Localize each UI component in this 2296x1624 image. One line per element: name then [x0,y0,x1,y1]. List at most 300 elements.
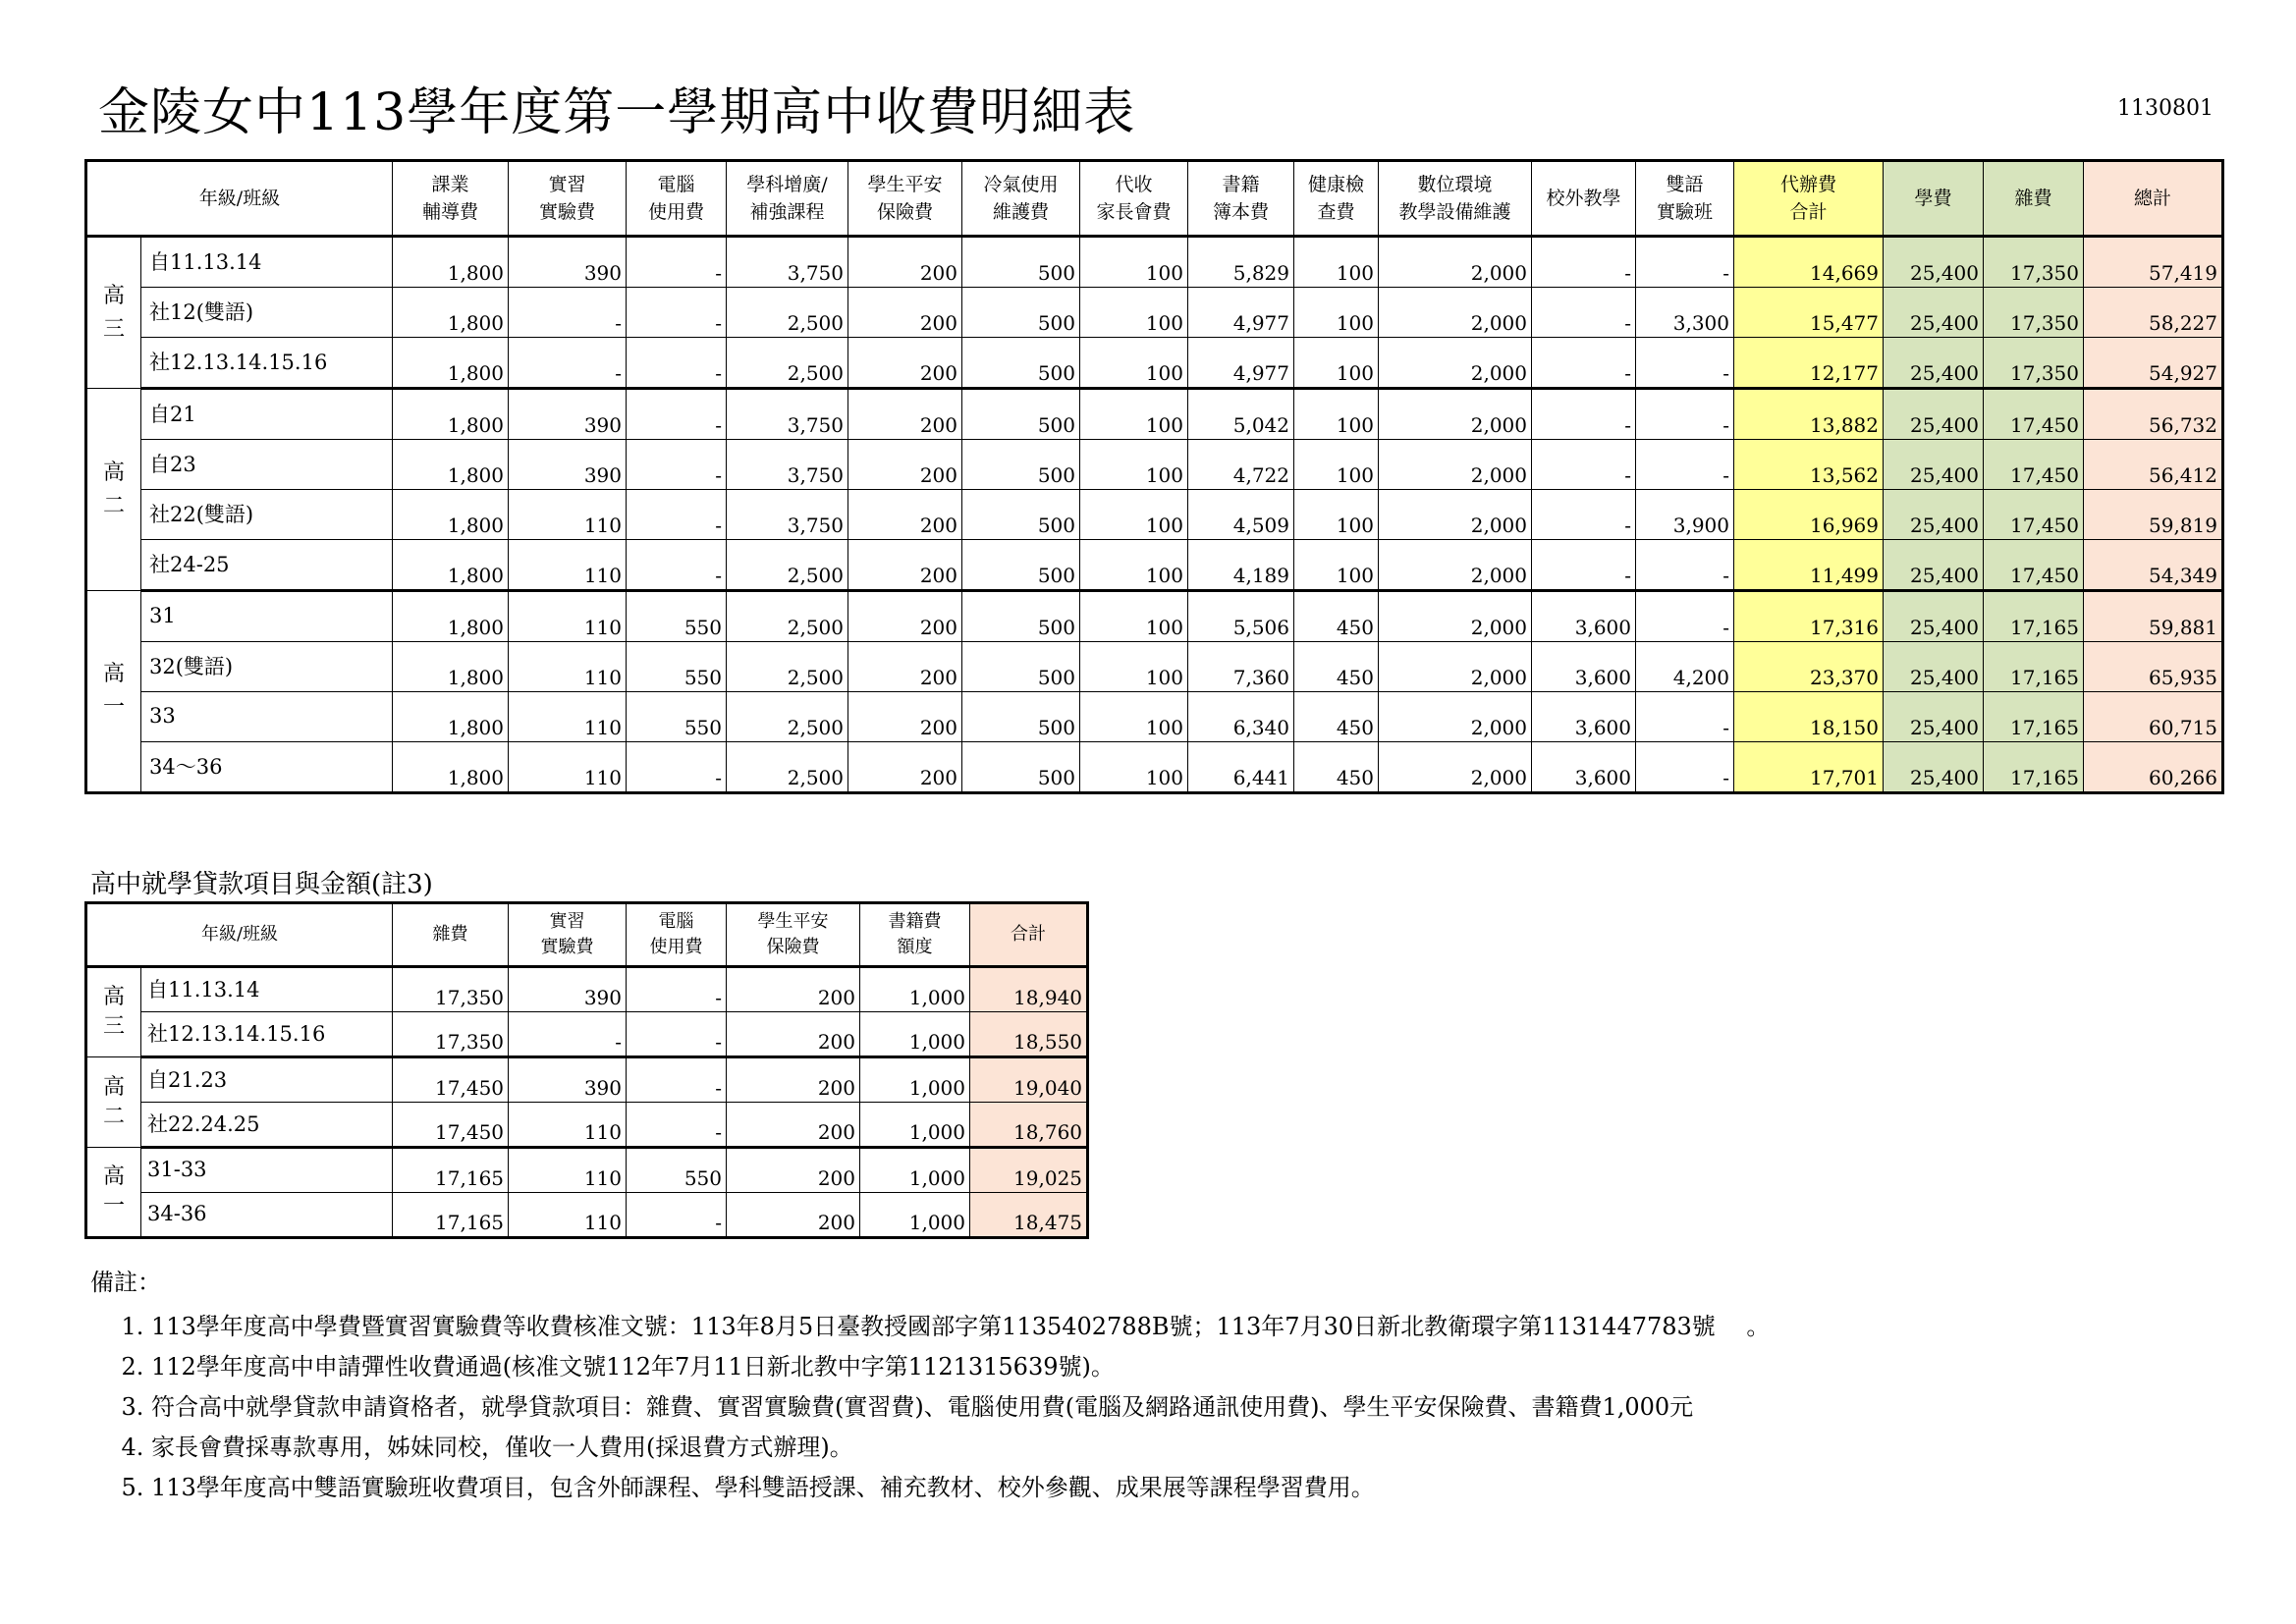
loan-section-label: 高中就學貸款項目與金額(註3) [90,870,433,899]
grade-cell [86,389,141,591]
fee-cell: 6,340 [1188,692,1294,742]
fee-cell: 110 [509,591,627,642]
fee-cell: 100 [1080,338,1188,389]
page-title: 金陵女中113學年度第一學期高中收費明細表 [98,83,1136,142]
fee-cell: 17,450 [1984,440,2084,490]
fee-cell: 390 [509,440,627,490]
column-header [1636,161,1734,237]
fee-cell: 2,500 [727,338,848,389]
fee-cell: 1,000 [860,1193,970,1238]
class-cell: 自11.13.14 [141,967,393,1012]
table-row [86,692,2223,742]
fee-cell: 500 [962,692,1080,742]
column-header-line: 家長會費 [1096,201,1172,223]
fee-cell: 1,000 [860,967,970,1012]
fee-cell: - [627,967,727,1012]
grade-char: 高 [102,283,125,308]
fee-cell: 54,927 [2084,338,2223,389]
column-header-line: 冷氣使用 [983,174,1059,195]
column-header-line: 保險費 [766,937,820,957]
fee-cell: 100 [1294,540,1379,591]
fee-cell: - [627,440,727,490]
fee-cell: 200 [727,1012,860,1057]
fee-cell: 14,669 [1734,237,1884,288]
fee-cell: 500 [962,591,1080,642]
fee-cell: 100 [1080,288,1188,338]
fee-cell: 500 [962,490,1080,540]
fee-cell: 3,600 [1532,591,1636,642]
column-header [1984,161,2084,237]
grade-char: 高 [102,662,125,686]
fee-cell: 2,000 [1379,591,1532,642]
fee-cell: 17,165 [1984,591,2084,642]
column-header-line: 健康檢 [1307,174,1364,195]
fee-cell: 5,829 [1188,237,1294,288]
column-header [860,903,970,967]
fee-cell: 390 [509,1057,627,1103]
fee-cell: - [627,1012,727,1057]
fee-cell: 17,450 [393,1057,509,1103]
fee-cell: 13,562 [1734,440,1884,490]
column-header-line: 教學設備維護 [1398,201,1511,223]
table-row [86,338,2223,389]
column-header-line: 補強課程 [749,201,825,223]
column-header-line: 代辦費 [1779,174,1836,195]
fee-cell: 1,000 [860,1012,970,1057]
fee-cell: 200 [848,440,962,490]
column-header-line: 保險費 [876,201,933,223]
class-cell: 33 [141,692,393,742]
grade-char: 高 [102,1074,125,1100]
class-cell: 自21 [141,389,393,440]
fee-cell: 4,200 [1636,642,1734,692]
column-header [727,903,860,967]
fee-cell: 13,882 [1734,389,1884,440]
grade-cell [86,1148,141,1238]
fee-cell: 2,000 [1379,237,1532,288]
column-header: 年級/班級 [86,903,393,967]
column-header [509,903,627,967]
fee-cell: 18,940 [970,967,1088,1012]
fee-cell: 390 [509,389,627,440]
column-header [1294,161,1379,237]
fee-cell: - [1532,288,1636,338]
fee-cell: - [1636,742,1734,793]
column-header [1734,161,1884,237]
fee-cell: - [627,1103,727,1148]
class-cell: 34-36 [141,1193,393,1238]
table-row [86,742,2223,793]
fee-cell: - [627,540,727,591]
fee-cell: 2,500 [727,591,848,642]
table-row [86,237,2223,288]
fee-cell: - [1636,692,1734,742]
fee-cell: 1,800 [393,692,509,742]
column-header-line: 查費 [1317,201,1355,223]
column-header-line: 學生平安 [867,174,943,195]
fee-cell: 17,450 [1984,540,2084,591]
grade-char: 一 [102,1194,125,1218]
column-header [2084,161,2223,237]
fee-cell: 17,350 [393,1012,509,1057]
column-header-line: 實驗班 [1656,201,1713,223]
fee-cell: 3,300 [1636,288,1734,338]
fee-cell: - [509,338,627,389]
column-header-line: 使用費 [647,201,704,223]
fee-cell: 110 [509,692,627,742]
fee-cell: 25,400 [1884,490,1984,540]
column-header-line: 數位環境 [1417,174,1493,195]
column-header [848,161,962,237]
fee-cell: 100 [1294,288,1379,338]
document-code: 1130801 [2117,96,2214,121]
fee-cell: 500 [962,742,1080,793]
fee-cell: - [1532,490,1636,540]
fee-cell: 12,177 [1734,338,1884,389]
fee-cell: - [627,389,727,440]
fee-cell: 1,800 [393,440,509,490]
fee-cell: 25,400 [1884,288,1984,338]
fee-cell: 1,800 [393,591,509,642]
column-header-line: 課業 [431,174,469,195]
column-header [393,903,509,967]
note-item: 1. 113學年度高中學費暨實習實驗費等收費核准文號：113年8月5日臺教授國部字第1135402788B號；113年7月30日新北教衛環字第1131447783號 。 [151,1307,1770,1347]
fee-cell: - [1532,440,1636,490]
fee-cell: 2,000 [1379,338,1532,389]
fee-cell: - [1532,389,1636,440]
fee-cell: 2,000 [1379,490,1532,540]
fee-cell: 100 [1294,440,1379,490]
fee-cell: 18,550 [970,1012,1088,1057]
column-header [509,161,627,237]
fee-cell: 200 [848,389,962,440]
fee-cell: 5,506 [1188,591,1294,642]
column-header-line: 書籍 [1222,174,1260,195]
fee-cell: 200 [848,237,962,288]
column-header [1080,161,1188,237]
grade-cell [86,1057,141,1148]
fee-cell: 2,500 [727,540,848,591]
column-header-line: 維護費 [992,201,1049,223]
fee-cell: 200 [848,288,962,338]
note-item: 2. 112學年度高中申請彈性收費通過(核准文號112年7月11日新北教中字第1121315639號)。 [151,1347,1770,1387]
fee-cell: - [509,288,627,338]
fee-cell: 200 [848,642,962,692]
column-header-line: 雜費 [432,924,468,945]
column-header-line: 雙語 [1666,174,1704,195]
fee-cell: 3,600 [1532,742,1636,793]
fee-cell: 18,150 [1734,692,1884,742]
fee-cell: 59,819 [2084,490,2223,540]
grade-cell [86,591,141,793]
fee-cell: 2,000 [1379,540,1532,591]
fee-cell: 200 [727,1193,860,1238]
fee-cell: - [627,1193,727,1238]
class-cell: 社12.13.14.15.16 [141,1012,393,1057]
note-item: 4. 家長會費採專款專用，姊妹同校，僅收一人費用(採退費方式辦理)。 [151,1428,1770,1468]
fee-cell: 200 [727,1103,860,1148]
fee-cell: 17,350 [1984,237,2084,288]
column-header-line: 電腦 [658,911,694,932]
column-header [1532,161,1636,237]
fee-cell: 17,165 [393,1148,509,1193]
header-row [86,903,1088,967]
header-row [86,161,2223,237]
fee-cell: 2,500 [727,288,848,338]
fee-cell: - [627,490,727,540]
fee-cell: 2,500 [727,642,848,692]
fee-cell: 17,165 [393,1193,509,1238]
fee-cell: 15,477 [1734,288,1884,338]
fee-cell: 54,349 [2084,540,2223,591]
class-cell: 社12.13.14.15.16 [141,338,393,389]
grade-char: 一 [102,695,125,720]
class-cell: 社22(雙語) [141,490,393,540]
class-cell: 社22.24.25 [141,1103,393,1148]
fee-cell: - [1636,389,1734,440]
fee-cell: 4,977 [1188,338,1294,389]
fee-cell: 450 [1294,692,1379,742]
fee-cell: 200 [848,490,962,540]
fee-cell: 57,419 [2084,237,2223,288]
table-row [86,1103,1088,1148]
notes-title: 備註： [90,1269,161,1296]
column-header-line: 學費 [1914,188,1952,209]
column-header-line: 實習 [549,911,585,932]
table-row [86,642,2223,692]
note-item: 3. 符合高中就學貸款申請資格者，就學貸款項目：雜費、實習實驗費(實習費)、電腦使用費(電腦及網路通訊使用費)、學生平安保險費、書籍費1,000元 [151,1387,1770,1428]
fee-cell: 100 [1080,591,1188,642]
fee-cell: 2,000 [1379,288,1532,338]
class-cell: 自23 [141,440,393,490]
fee-cell: 60,715 [2084,692,2223,742]
fee-cell: 500 [962,642,1080,692]
fee-cell: 3,750 [727,389,848,440]
table-row [86,1193,1088,1238]
fee-cell: - [1532,237,1636,288]
fee-cell: 23,370 [1734,642,1884,692]
fee-cell: 110 [509,1103,627,1148]
fee-cell: 1,000 [860,1148,970,1193]
fee-cell: 110 [509,1193,627,1238]
fee-cell: - [627,742,727,793]
column-header-line: 書籍費 [888,911,942,932]
fee-cell: - [509,1012,627,1057]
column-header-line: 簿本費 [1212,201,1269,223]
class-cell: 自11.13.14 [141,237,393,288]
fee-cell: 25,400 [1884,742,1984,793]
fee-cell: 25,400 [1884,338,1984,389]
fee-cell: - [1636,540,1734,591]
fee-cell: 1,800 [393,237,509,288]
fee-cell: 3,600 [1532,692,1636,742]
fee-cell: 2,000 [1379,742,1532,793]
column-header-line: 實習 [548,174,586,195]
fee-cell: 17,450 [1984,490,2084,540]
class-cell: 34～36 [141,742,393,793]
column-header [962,161,1080,237]
fee-cell: 2,500 [727,692,848,742]
column-header [1379,161,1532,237]
class-cell: 自21.23 [141,1057,393,1103]
column-header-line: 實驗費 [538,201,595,223]
fee-cell: - [627,288,727,338]
fee-cell: 3,600 [1532,642,1636,692]
fee-cell: 2,000 [1379,389,1532,440]
column-header-line: 使用費 [649,937,703,957]
class-cell: 31 [141,591,393,642]
column-header-line: 代收 [1115,174,1153,195]
table-row [86,1012,1088,1057]
fee-cell: 2,000 [1379,692,1532,742]
grade-char: 高 [102,1164,125,1189]
fee-cell: 100 [1080,742,1188,793]
fee-cell: 25,400 [1884,389,1984,440]
fee-cell: 100 [1294,237,1379,288]
fee-cell: 200 [848,692,962,742]
fee-cell: 100 [1294,338,1379,389]
fee-cell: 1,800 [393,389,509,440]
class-cell: 社12(雙語) [141,288,393,338]
fee-cell: 200 [848,591,962,642]
fee-cell: 7,360 [1188,642,1294,692]
fee-cell: 4,977 [1188,288,1294,338]
fee-cell: 100 [1080,490,1188,540]
table-row [86,490,2223,540]
fee-cell: 3,900 [1636,490,1734,540]
fee-cell: 3,750 [727,237,848,288]
fee-cell: 100 [1294,389,1379,440]
fee-cell: 100 [1080,540,1188,591]
fee-cell: 17,165 [1984,692,2084,742]
grade-char: 高 [102,985,125,1009]
fee-cell: 110 [509,642,627,692]
fee-cell: 110 [509,490,627,540]
fee-cell: 1,800 [393,288,509,338]
fee-cell: 25,400 [1884,440,1984,490]
fee-cell: 11,499 [1734,540,1884,591]
fee-cell: 56,412 [2084,440,2223,490]
fee-cell: 59,881 [2084,591,2223,642]
fee-cell: 18,760 [970,1103,1088,1148]
fee-cell: 200 [848,338,962,389]
column-header-line: 合計 [1789,201,1828,223]
fee-cell: 25,400 [1884,237,1984,288]
table-row [86,591,2223,642]
class-cell: 31-33 [141,1148,393,1193]
fee-cell: 500 [962,288,1080,338]
fee-cell: - [1636,591,1734,642]
fee-cell: 25,400 [1884,642,1984,692]
column-header-line: 總計 [2133,188,2171,209]
fee-cell: 500 [962,338,1080,389]
fee-cell: 3,750 [727,490,848,540]
fee-cell: 18,475 [970,1193,1088,1238]
fee-cell: 110 [509,540,627,591]
fee-cell: 2,000 [1379,642,1532,692]
fee-cell: 1,000 [860,1103,970,1148]
fee-cell: 110 [509,1148,627,1193]
column-header-line: 學生平安 [757,911,829,932]
fee-cell: 17,350 [1984,338,2084,389]
notes-section [90,1263,1770,1508]
grade-cell [86,237,141,389]
fee-cell: 60,266 [2084,742,2223,793]
fee-cell: 110 [509,742,627,793]
fee-cell: 550 [627,591,727,642]
fee-cell: 200 [727,1057,860,1103]
fee-cell: 17,350 [393,967,509,1012]
fee-cell: 58,227 [2084,288,2223,338]
column-header-line: 實驗費 [540,937,594,957]
fee-cell: 100 [1080,692,1188,742]
column-header [627,903,727,967]
class-cell: 32(雙語) [141,642,393,692]
fee-cell: 500 [962,540,1080,591]
column-header [1188,161,1294,237]
fee-cell: 390 [509,237,627,288]
column-header-line: 合計 [1011,924,1047,945]
fee-cell: 100 [1080,440,1188,490]
fee-cell: 17,450 [393,1103,509,1148]
fee-cell: 6,441 [1188,742,1294,793]
student-loan-table [84,901,1089,1239]
column-header [627,161,727,237]
class-cell: 社24-25 [141,540,393,591]
column-header [1884,161,1984,237]
fee-cell: 390 [509,967,627,1012]
grade-char: 三 [102,1014,125,1039]
fee-cell: 19,025 [970,1148,1088,1193]
fee-cell: - [1532,540,1636,591]
fee-cell: 450 [1294,742,1379,793]
fee-cell: 56,732 [2084,389,2223,440]
column-header-line: 雜費 [2014,188,2052,209]
fee-cell: 4,189 [1188,540,1294,591]
fee-cell: 17,316 [1734,591,1884,642]
column-header-line: 學科增廣/ [746,174,828,195]
fee-cell: 200 [848,540,962,591]
fee-cell: 500 [962,237,1080,288]
grade-char: 二 [102,1104,125,1129]
fee-cell: - [1532,338,1636,389]
table-row [86,967,1088,1012]
grade-char: 二 [102,493,125,518]
fee-cell: - [1636,440,1734,490]
fee-cell: 2,000 [1379,440,1532,490]
fee-cell: 17,165 [1984,742,2084,793]
table-row [86,440,2223,490]
fee-cell: 100 [1080,237,1188,288]
fee-cell: - [627,237,727,288]
fee-cell: 1,800 [393,642,509,692]
fee-cell: 550 [627,642,727,692]
column-header-line: 輔導費 [421,201,478,223]
fee-cell: 17,701 [1734,742,1884,793]
fee-cell: 2,500 [727,742,848,793]
fee-cell: - [1636,338,1734,389]
fee-cell: 500 [962,440,1080,490]
grade-char: 三 [102,316,125,342]
fee-cell: 17,350 [1984,288,2084,338]
fee-cell: 1,000 [860,1057,970,1103]
fee-cell: 16,969 [1734,490,1884,540]
fee-cell: 450 [1294,591,1379,642]
fee-cell: 200 [848,742,962,793]
fee-cell: 450 [1294,642,1379,692]
table-row [86,1148,1088,1193]
fee-cell: 4,509 [1188,490,1294,540]
